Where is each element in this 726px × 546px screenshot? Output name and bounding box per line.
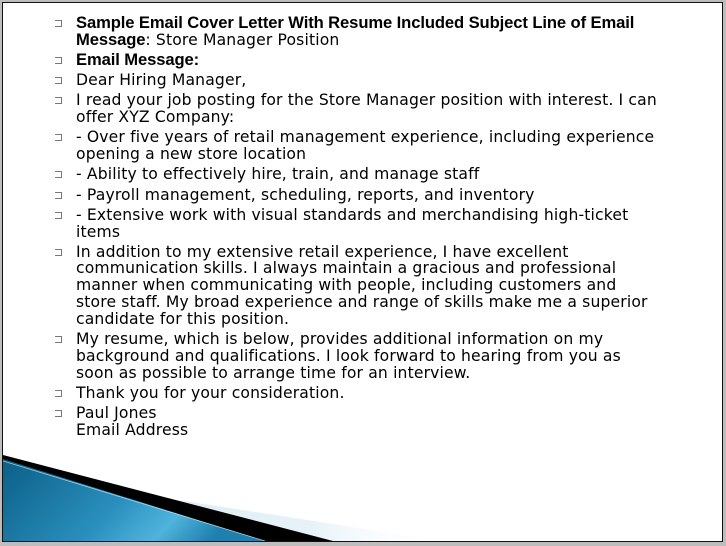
list-item-payroll bbox=[55, 187, 695, 204]
list-item-signature bbox=[55, 405, 695, 439]
bullet-icon bbox=[55, 336, 62, 343]
bullet-icon bbox=[55, 192, 62, 199]
text-line: - Ability to effectively hire, train, and manage staff bbox=[76, 165, 480, 184]
subject-line: : Store Manager Position bbox=[145, 30, 340, 49]
bullet-icon bbox=[55, 249, 62, 256]
letter-content bbox=[55, 15, 695, 442]
text-line: manner when communicating with people, including customers and bbox=[76, 276, 617, 295]
email-message-heading: Email Message: bbox=[76, 49, 200, 69]
title-line-2-bold: Message bbox=[76, 29, 146, 49]
text-line: - Over five years of retail management experience, including experience bbox=[76, 128, 655, 147]
text-line: - Extensive work with visual standards and merchandising high-ticket bbox=[76, 205, 629, 224]
bullet-icon bbox=[55, 410, 62, 417]
text-line: - Payroll management, scheduling, reports, and inventory bbox=[76, 185, 535, 204]
list-item-greeting bbox=[55, 72, 695, 89]
bullet-icon bbox=[55, 171, 62, 178]
list-item-hire bbox=[55, 166, 695, 183]
list-item-experience bbox=[55, 129, 695, 163]
title-line-1: Sample Email Cover Letter With Resume Included Subject Line of Email bbox=[76, 13, 635, 32]
text-line: store staff. My broad experience and range of skills make me a superior bbox=[76, 293, 648, 312]
list-item-title bbox=[55, 15, 695, 49]
list-item-thanks bbox=[55, 385, 695, 402]
list-item-visual bbox=[55, 207, 695, 241]
text-line: items bbox=[76, 222, 121, 241]
list-item-heading bbox=[55, 49, 695, 69]
list-item-intro bbox=[55, 92, 695, 126]
text-line: In addition to my extensive retail experience, I have excellent bbox=[76, 242, 569, 261]
text-line: candidate for this position. bbox=[76, 309, 290, 328]
signature-name: Paul Jones bbox=[76, 404, 157, 423]
text-line: communication skills. I always maintain a gracious and professional bbox=[76, 259, 617, 278]
text-line: soon as possible to arrange time for an interview. bbox=[76, 363, 471, 382]
slide bbox=[2, 2, 723, 542]
bullet-icon bbox=[55, 212, 62, 219]
text-line: My resume, which is below, provides additional information on my bbox=[76, 330, 604, 349]
text-line: I read your job posting for the Store Manager position with interest. I can bbox=[76, 91, 657, 110]
text-line: background and qualifications. I look forward to hearing from you as bbox=[76, 346, 621, 365]
greeting: Dear Hiring Manager, bbox=[76, 71, 247, 90]
bullet-icon bbox=[55, 20, 62, 27]
bullet-icon bbox=[55, 57, 62, 64]
text-line: offer XYZ Company: bbox=[76, 108, 235, 127]
text-line: Thank you for your consideration. bbox=[76, 383, 345, 402]
bullet-icon bbox=[55, 77, 62, 84]
bullet-icon bbox=[55, 390, 62, 397]
signature-email: Email Address bbox=[76, 420, 189, 439]
bullet-icon bbox=[55, 134, 62, 141]
list-item-resume bbox=[55, 331, 695, 381]
list-item-skills bbox=[55, 244, 695, 328]
bullet-icon bbox=[55, 97, 62, 104]
text-line: opening a new store location bbox=[76, 145, 307, 164]
